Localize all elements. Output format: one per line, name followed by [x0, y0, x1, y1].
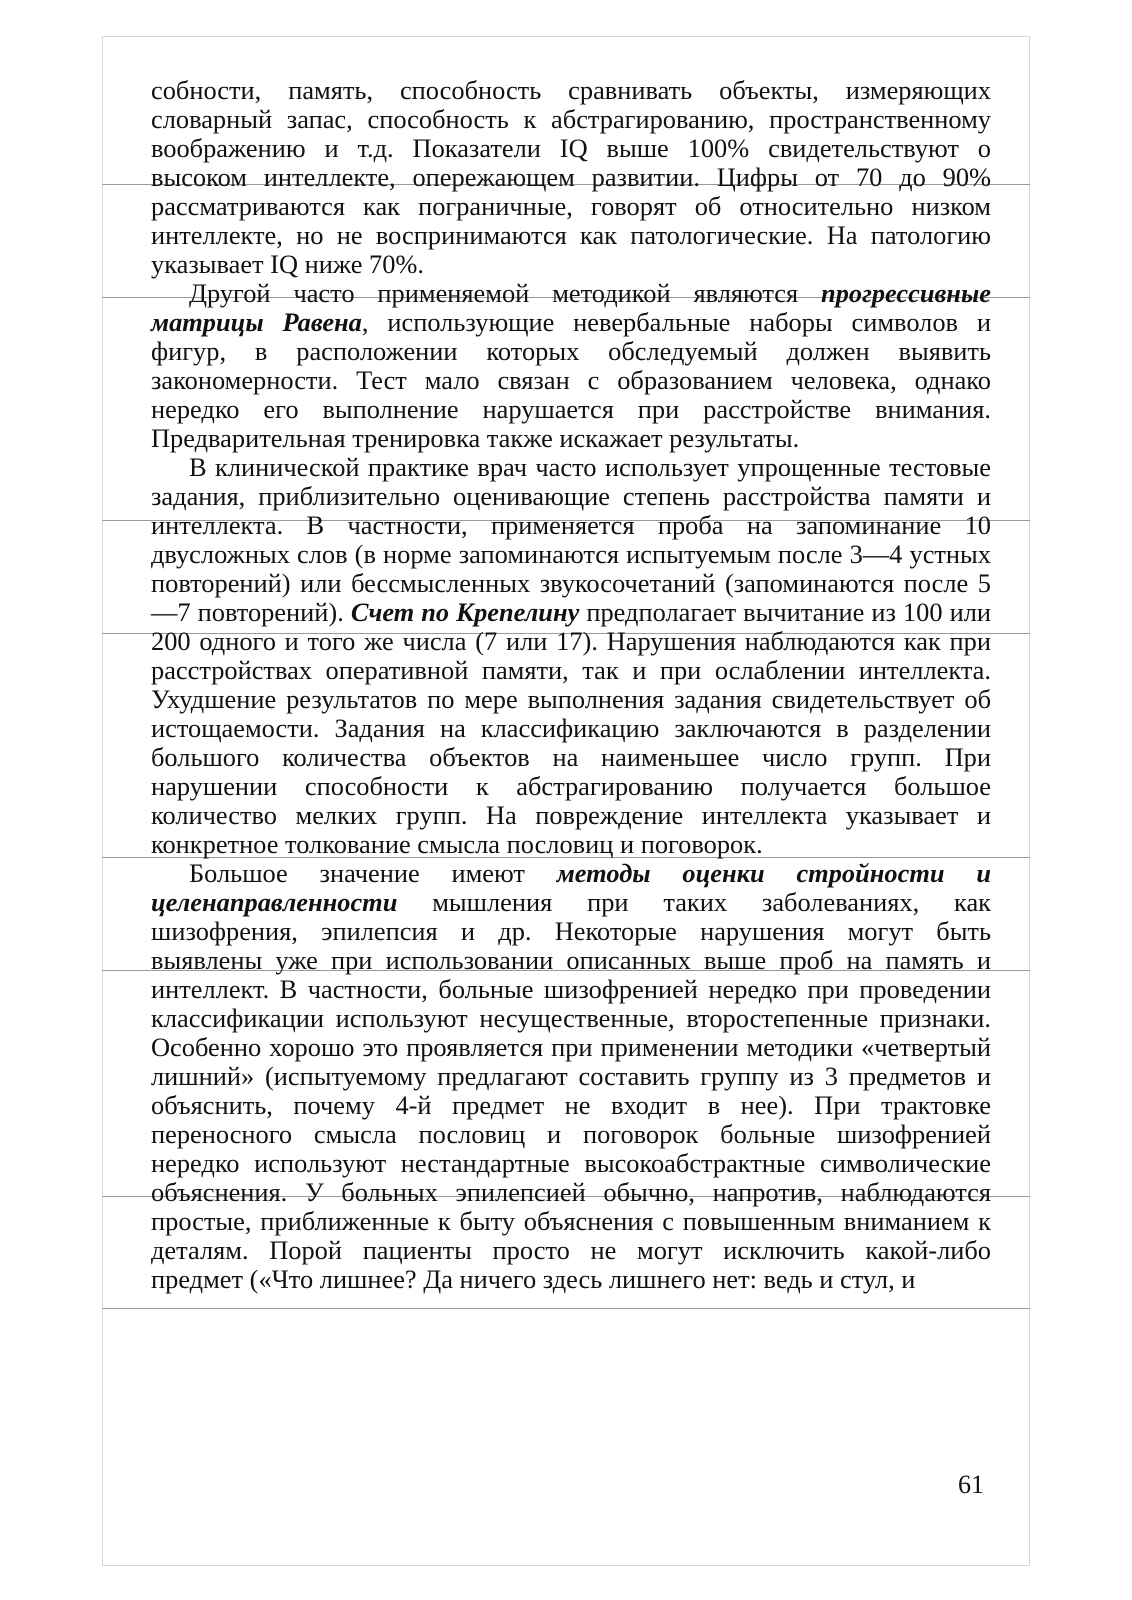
emphasized-term: методы оценки стройности и целенаправленности — [151, 858, 991, 917]
text-run: предполагает вычитание из 100 или 200 одного и того же числа (7 или 17). Нарушения наблюдаются как при расстройствах оперативной памяти, так и при ослаблении интеллекта. Ухудшение результатов по мере выполнения задания свидетельствует об истощаемости. Задания на классификацию заключаются в разделении большого количества объектов на наименьшее число групп. При нарушении способности к абстрагированию получается большое количество мелких групп. На повреждение интеллекта указывает и конкретное толкование смысла пословиц и поговорок. — [151, 597, 991, 859]
page-number: 61 — [958, 1470, 984, 1499]
text-run: Большое значение имеют — [189, 858, 557, 888]
scan-line — [102, 1308, 1030, 1309]
text-run: В клинической практике врач часто использует упрощенные тестовые задания, приблизительно оценивающие степень расстройства памяти и интеллекта. В частности, применяется проба на запоминание 10 двусложных слов (в норме запоминаются испытуемым после 3—4 устных повторений) или бессмысленных звукосочетаний (запоминаются после 5—7 повторений). — [151, 452, 991, 627]
paragraph — [151, 279, 991, 453]
emphasized-term: прогрессивные матрицы Равена — [151, 278, 991, 337]
emphasized-term: Счет по Крепелину — [350, 597, 580, 627]
paragraph — [151, 859, 991, 1294]
text-run: , использующие невербальные наборы символов и фигур, в расположении которых обследуемый должен выявить закономерности. Тест мало связан с образованием человека, однако нередко его выполнение нарушается при расстройстве внимания. Предварительная тренировка также искажает результаты. — [151, 307, 992, 453]
body-text — [151, 76, 991, 1294]
text-run: собности, память, способность сравнивать объекты, измеряющих словарный запас, способность к абстрагированию, пространственному воображению и т.д. Показатели IQ выше 100% свидетельствуют о высоком интеллекте, опережающем развитии. Цифры от 70 до 90% рассматриваются как пограничные, говорят об относительно низком интеллекте, но не воспринимаются как патологические. На патологию указывает IQ ниже 70%. — [151, 75, 991, 279]
text-run: мышления при таких заболеваниях, как шизофрения, эпилепсия и др. Некоторые нарушения могут быть выявлены уже при использовании описанных выше проб на память и интеллект. В частности, больные шизофренией нередко при проведении классификации используют несущественные, второстепенные признаки. Особенно хорошо это проявляется при применении методики «четвертый лишний» (испытуемому предлагают составить группу из 3 предметов и объяснить, почему 4-й предмет не входит в нее). При трактовке переносного смысла пословиц и поговорок больные шизофренией нередко используют нестандартные высокоабстрактные символические объяснения. У больных эпилепсией обычно, напротив, наблюдаются простые, приближенные к быту объяснения с повышенным вниманием к деталям. Порой пациенты просто не могут исключить какой-либо предмет («Что лишнее? Да ничего здесь лишнего нет: ведь и стул, и — [151, 887, 991, 1294]
text-run: Другой часто применяемой методикой являются — [189, 278, 822, 308]
paragraph — [151, 453, 991, 859]
paragraph — [151, 76, 991, 279]
